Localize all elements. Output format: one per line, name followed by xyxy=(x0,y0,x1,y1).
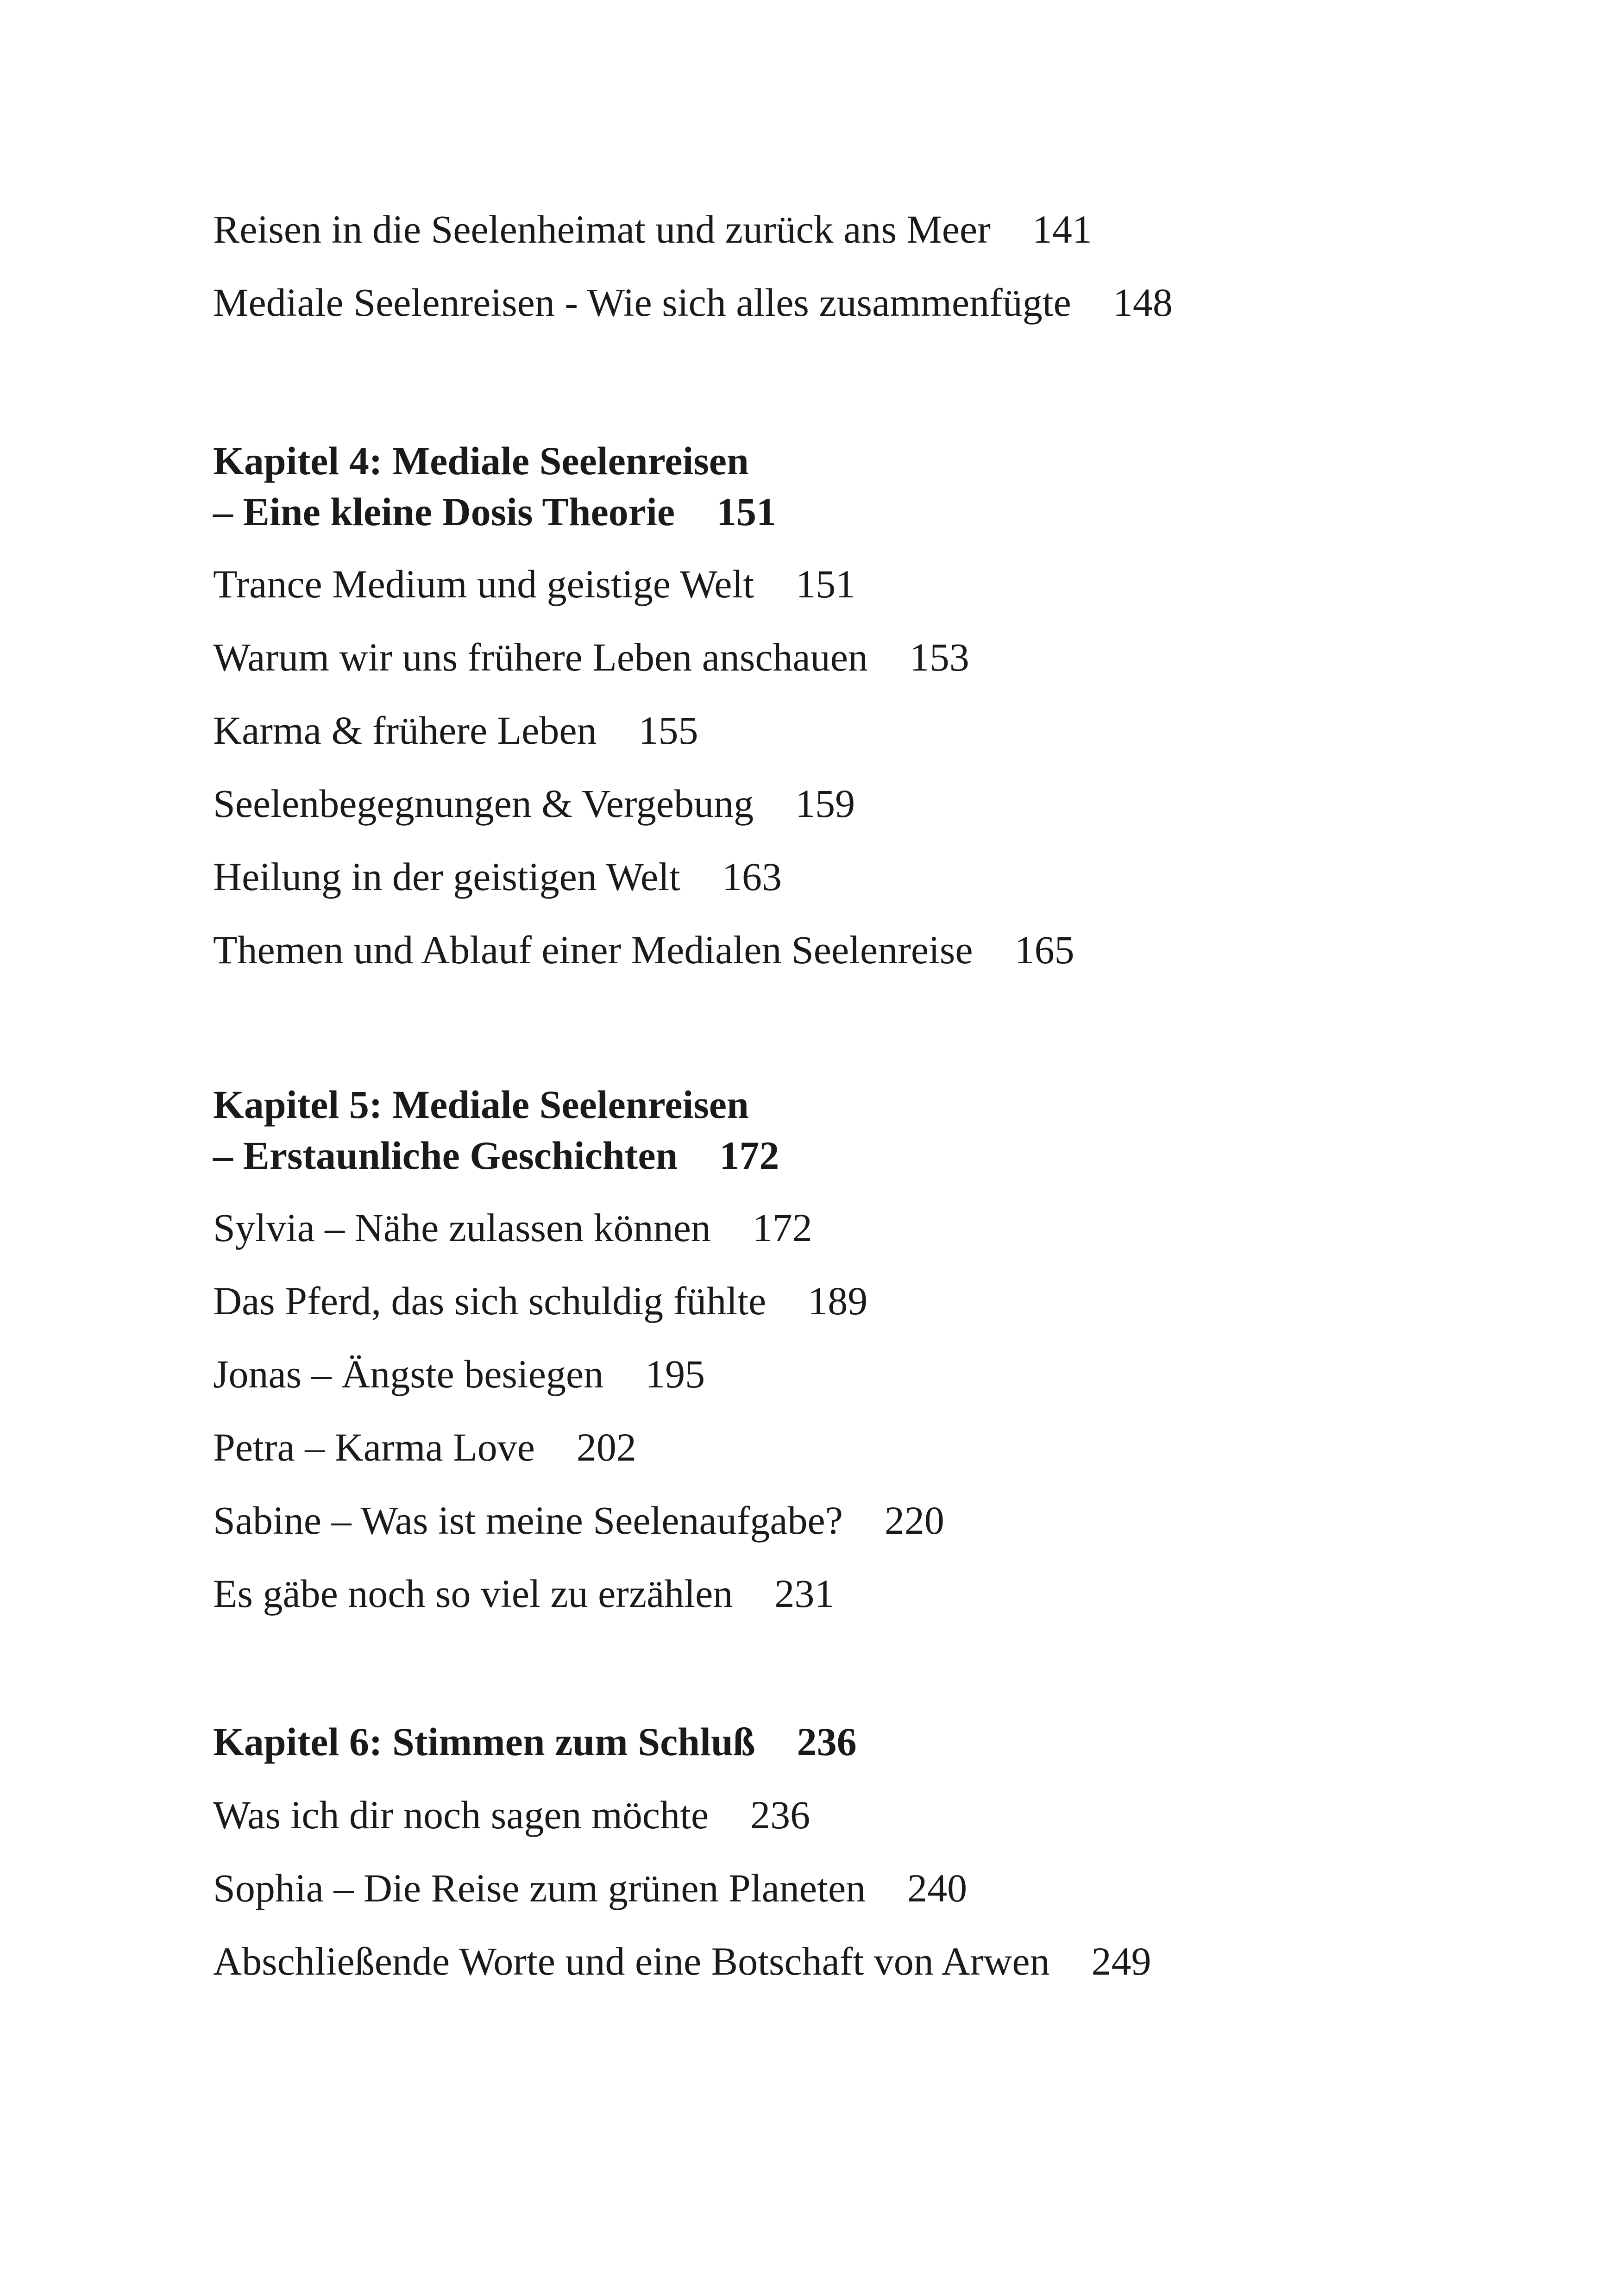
toc-entry xyxy=(213,851,782,902)
toc-entry xyxy=(213,1495,944,1546)
toc-entry-title: Reisen in die Seelenheimat und zurück ans Meer xyxy=(213,207,991,251)
chapter-heading-5 xyxy=(213,1079,779,1181)
toc-entry-page: 220 xyxy=(884,1498,944,1543)
chapter-title: Kapitel 6: Stimmen zum Schluß xyxy=(213,1719,755,1764)
toc-entry-title: Themen und Ablauf einer Medialen Seelenreise xyxy=(213,928,973,972)
toc-entry xyxy=(213,204,1092,255)
toc-entry-title: Seelenbegegnungen & Vergebung xyxy=(213,781,754,826)
toc-entry xyxy=(213,1789,810,1840)
chapter-page: 172 xyxy=(719,1133,779,1178)
toc-entry xyxy=(213,1422,636,1473)
toc-entry-page: 141 xyxy=(1032,207,1092,251)
toc-entry-title: Warum wir uns frühere Leben anschauen xyxy=(213,635,868,679)
chapter-page: 151 xyxy=(716,489,777,534)
chapter-heading-6 xyxy=(213,1716,857,1767)
toc-entry-page: 189 xyxy=(808,1279,868,1323)
chapter-page: 236 xyxy=(797,1719,857,1764)
toc-entry-page: 155 xyxy=(638,708,698,753)
toc-entry-title: Jonas – Ängste besiegen xyxy=(213,1352,604,1396)
toc-entry-title: Sophia – Die Reise zum grünen Planeten xyxy=(213,1866,866,1910)
toc-entry-title: Petra – Karma Love xyxy=(213,1425,535,1469)
toc-entry-page: 163 xyxy=(722,854,782,899)
toc-entry xyxy=(213,1936,1151,1987)
toc-entry-title: Abschließende Worte und eine Botschaft von Arwen xyxy=(213,1939,1050,1983)
toc-entry-page: 153 xyxy=(909,635,969,679)
toc-entry-title: Das Pferd, das sich schuldig fühlte xyxy=(213,1279,767,1323)
toc-entry xyxy=(213,705,698,756)
toc-entry xyxy=(213,924,1074,975)
toc-entry xyxy=(213,1568,834,1619)
toc-entry xyxy=(213,1863,967,1913)
toc-entry-page: 231 xyxy=(774,1571,835,1616)
toc-entry-page: 172 xyxy=(752,1205,812,1250)
toc-entry xyxy=(213,778,855,829)
toc-entry-title: Sabine – Was ist meine Seelenaufgabe? xyxy=(213,1498,843,1543)
toc-entry-title: Mediale Seelenreisen - Wie sich alles zusammenfügte xyxy=(213,280,1071,325)
toc-entry xyxy=(213,1202,812,1253)
toc-entry-page: 148 xyxy=(1112,280,1173,325)
toc-entry-page: 236 xyxy=(750,1793,810,1837)
toc-entry-page: 195 xyxy=(645,1352,705,1396)
chapter-title-line1: Kapitel 5: Mediale Seelenreisen xyxy=(213,1082,749,1127)
toc-entry xyxy=(213,1349,705,1399)
toc-entry xyxy=(213,632,969,683)
toc-entry-page: 151 xyxy=(796,562,856,606)
toc-entry xyxy=(213,558,855,609)
chapter-heading-4 xyxy=(213,435,776,537)
toc-entry xyxy=(213,1275,867,1326)
toc-entry-page: 249 xyxy=(1091,1939,1151,1983)
chapter-title-line2: – Erstaunliche Geschichten xyxy=(213,1133,678,1178)
toc-entry-page: 240 xyxy=(907,1866,968,1910)
chapter-title-line2: – Eine kleine Dosis Theorie xyxy=(213,489,675,534)
toc-entry-page: 159 xyxy=(795,781,855,826)
toc-entry-title: Sylvia – Nähe zulassen können xyxy=(213,1205,711,1250)
toc-entry-page: 165 xyxy=(1014,928,1074,972)
chapter-title-line1: Kapitel 4: Mediale Seelenreisen xyxy=(213,439,749,483)
toc-entry-title: Es gäbe noch so viel zu erzählen xyxy=(213,1571,733,1616)
toc-entry-page: 202 xyxy=(576,1425,636,1469)
toc-entry-title: Karma & frühere Leben xyxy=(213,708,597,753)
toc-entry xyxy=(213,277,1173,328)
toc-entry-title: Trance Medium und geistige Welt xyxy=(213,562,754,606)
toc-entry-title: Was ich dir noch sagen möchte xyxy=(213,1793,709,1837)
toc-entry-title: Heilung in der geistigen Welt xyxy=(213,854,680,899)
